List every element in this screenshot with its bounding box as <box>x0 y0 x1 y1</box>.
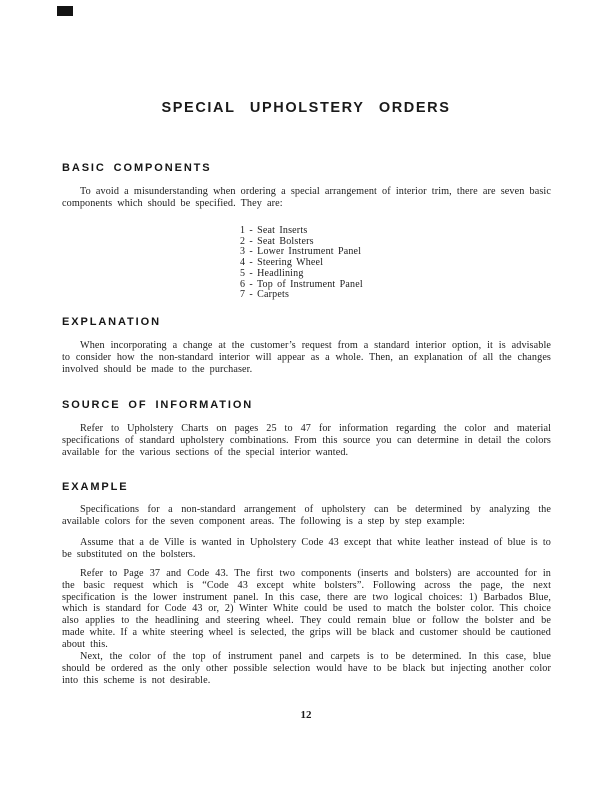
paragraph-basic-components-intro: To avoid a misunderstanding when ordering a special arrangement of interior trim, there are seven basic components which should be specified. They are: <box>62 186 551 209</box>
section-heading-example: EXAMPLE <box>62 481 129 493</box>
scan-artifact-mark <box>57 6 73 16</box>
paragraph-example-4: Next, the color of the top of instrument panel and carpets is to be determined. In this case, blue should be ordered as the only other possible selection would have to be black but injecting another color into this scheme is not desirable. <box>62 651 551 686</box>
paragraph-explanation: When incorporating a change at the customer’s request from a standard interior option, it is advisable to consider how the non-standard interior will appear as a whole. Then, an explanation of all the changes involved should be made to the purchaser. <box>62 340 551 375</box>
paragraph-example-3: Refer to Page 37 and Code 43. The first two components (inserts and bolsters) are accounted for in the basic request which is “Code 43 except white bolsters”. Following across the page, the next specification is the lower instrument panel. In this case, there are two logical choices: 1) Barbados Blue, which is standard for Code 43 or, 2) Winter White could be used to match the bolster color. This choice also applies to the headlining and steering wheel. They could remain blue or follow the bolster and be made white. If a white steering wheel is selected, the grips will be black and customer should be cautioned about this. <box>62 568 551 650</box>
page-number: 12 <box>300 709 312 721</box>
list-item: 4 - Steering Wheel <box>240 257 324 269</box>
paragraph-example-1: Specifications for a non-standard arrangement of upholstery can be determined by analyzing the available colors for the seven component areas. The following is a step by step example: <box>62 504 551 527</box>
section-heading-explanation: EXPLANATION <box>62 316 161 328</box>
list-item: 1 - Seat Inserts <box>240 225 308 236</box>
section-heading-source-of-information: SOURCE OF INFORMATION <box>62 399 254 411</box>
list-item: 3 - Lower Instrument Panel <box>240 246 362 258</box>
section-heading-basic-components: BASIC COMPONENTS <box>62 162 212 174</box>
list-item: 6 - Top of Instrument Panel <box>240 278 363 290</box>
list-item: 7 - Carpets <box>240 289 290 301</box>
component-list <box>240 226 363 301</box>
paragraph-source-of-information: Refer to Upholstery Charts on pages 25 to 47 for information regarding the color and material specifications of standard upholstery combinations. From this source you can determine in detail the colors available for the various sections of the special interior wanted. <box>62 423 551 458</box>
page-title: SPECIAL UPHOLSTERY ORDERS <box>161 100 451 116</box>
paragraph-example-2: Assume that a de Ville is wanted in Upholstery Code 43 except that white leather instead of blue is to be substituted on the bolsters. <box>62 537 551 560</box>
list-item: 2 - Seat Bolsters <box>240 235 314 247</box>
list-item: 5 - Headlining <box>240 267 304 279</box>
